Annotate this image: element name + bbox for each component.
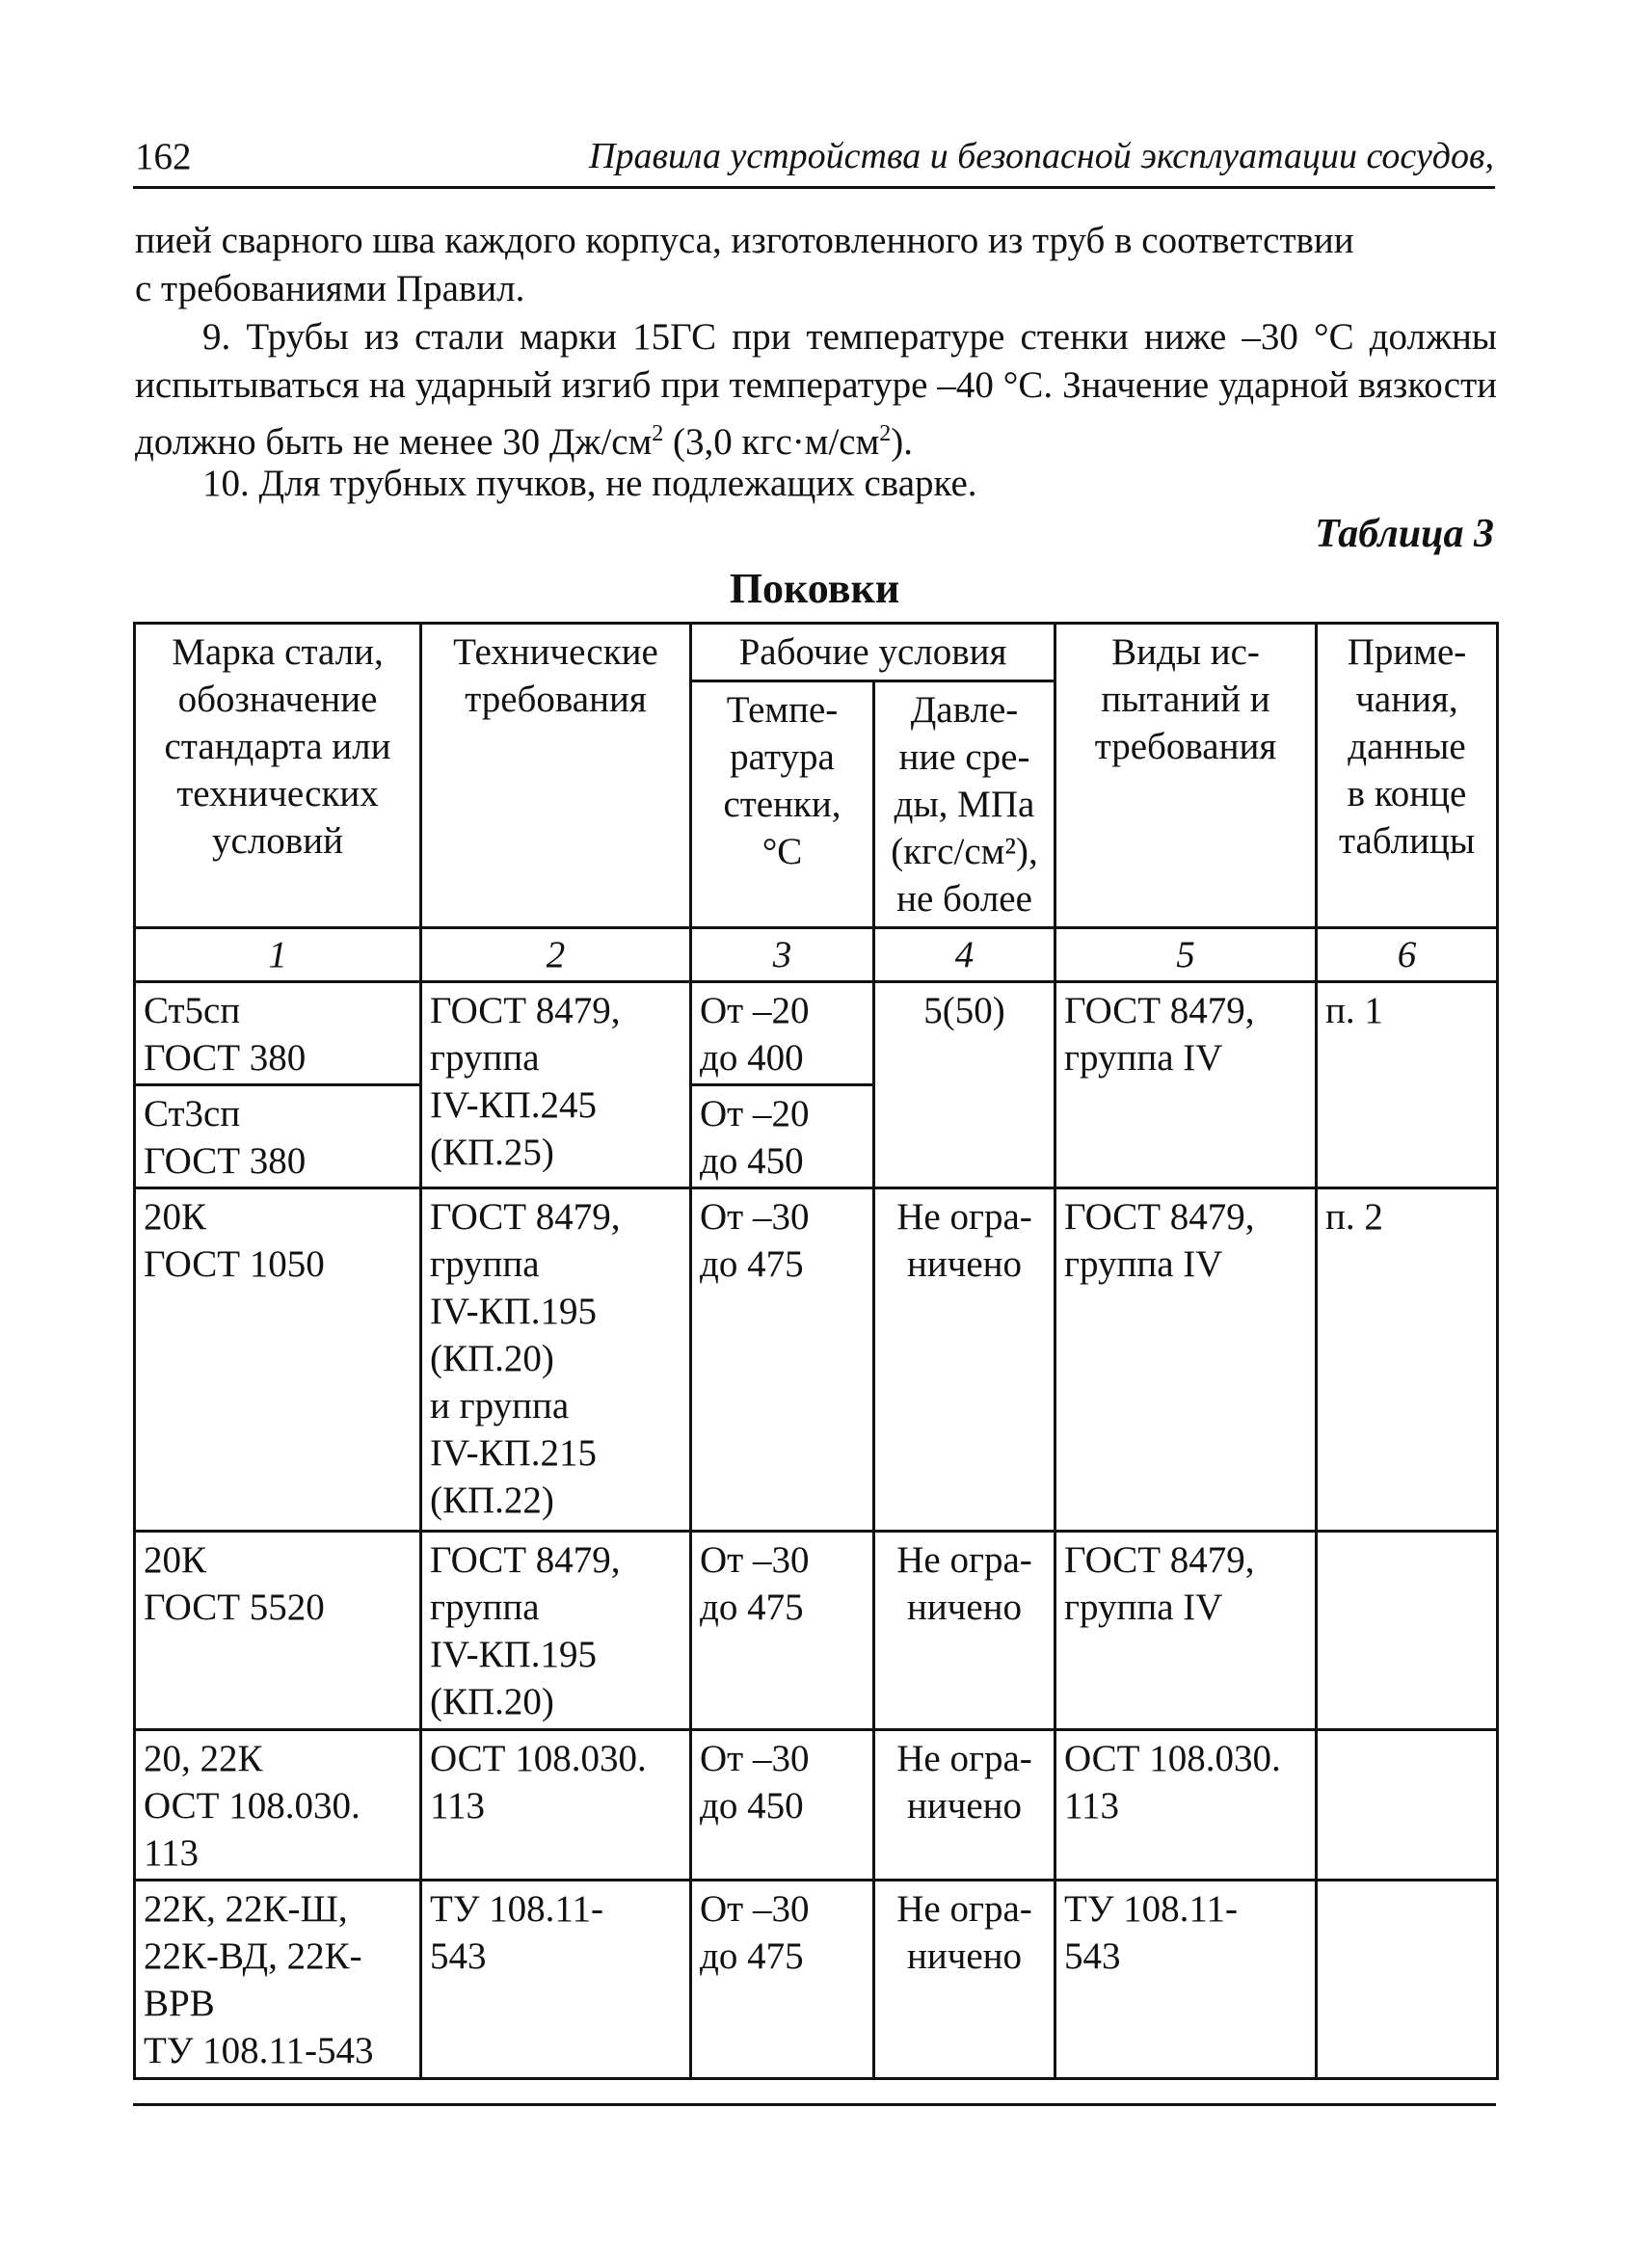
cell-pressure: Не огра- ничено bbox=[874, 1188, 1055, 1532]
cell-steel-grade: 20К ГОСТ 1050 bbox=[135, 1188, 421, 1532]
cell-temperature: От –30 до 475 bbox=[691, 1881, 874, 2079]
cell-requirements: ОСТ 108.030. 113 bbox=[421, 1730, 691, 1881]
cell-tests: ОСТ 108.030. 113 bbox=[1055, 1730, 1317, 1881]
cell-tests: ГОСТ 8479, группа IV bbox=[1055, 1188, 1317, 1532]
cell-notes bbox=[1317, 1532, 1498, 1730]
header-wall-temperature: Темпе- ратура стенки, °С bbox=[691, 681, 874, 928]
cell-pressure: Не огра- ничено bbox=[874, 1532, 1055, 1730]
text-line: с требованиями Правил. bbox=[135, 268, 525, 309]
column-number: 3 bbox=[691, 928, 874, 982]
text-line: 9. Трубы из стали марки 15ГС при температуре стенки ниже –30 °С bbox=[202, 316, 1354, 358]
header-steel-grade: Марка стали, обозначение стандарта или технических условий bbox=[135, 624, 421, 928]
table-label: Таблица 3 bbox=[1315, 512, 1494, 556]
column-number: 1 bbox=[135, 928, 421, 982]
cell-requirements: ГОСТ 8479, группа IV-КП.195 (КП.20) bbox=[421, 1532, 691, 1730]
column-number: 5 bbox=[1055, 928, 1317, 982]
table-row bbox=[135, 982, 1498, 1085]
table-title: Поковки bbox=[729, 565, 900, 612]
header-rule bbox=[133, 186, 1495, 189]
cell-pressure: Не огра- ничено bbox=[874, 1730, 1055, 1881]
page-number: 162 bbox=[135, 136, 192, 177]
paragraph-continuation bbox=[135, 217, 1497, 313]
column-number: 6 bbox=[1317, 928, 1498, 982]
cell-temperature: От –30 до 475 bbox=[691, 1532, 874, 1730]
cell-tests: ГОСТ 8479, группа IV bbox=[1055, 1532, 1317, 1730]
paragraph-item-9 bbox=[135, 313, 1497, 467]
forgings-table bbox=[133, 622, 1499, 2080]
table-row bbox=[135, 1730, 1498, 1881]
cell-notes bbox=[1317, 1881, 1498, 2079]
header-working-conditions: Рабочие условия bbox=[691, 624, 1055, 681]
table-row bbox=[135, 1188, 1498, 1532]
cell-notes bbox=[1317, 1730, 1498, 1881]
cell-notes: п. 2 bbox=[1317, 1188, 1498, 1532]
cell-temperature: От –30 до 450 bbox=[691, 1730, 874, 1881]
column-number: 2 bbox=[421, 928, 691, 982]
cell-temperature: От –30 до 475 bbox=[691, 1188, 874, 1532]
text-line: ударной вязкости должно быть не менее 30 $Дж/см^2$ (3,0 $кгс\cdot м/см^2$). bbox=[135, 364, 1497, 463]
cell-temperature: От –20 до 400 bbox=[691, 982, 874, 1085]
cell-requirements: ГОСТ 8479, группа IV-КП.245 (КП.25) bbox=[421, 982, 691, 1188]
cell-requirements: ГОСТ 8479, группа IV-КП.195 (КП.20) и группа IV-КП.215 (КП.22) bbox=[421, 1188, 691, 1532]
column-number-row bbox=[135, 928, 1498, 982]
cell-steel-grade: 22К, 22К-Ш, 22К-ВД, 22К- ВРВ ТУ 108.11-543 bbox=[135, 1881, 421, 2079]
table-row bbox=[135, 1532, 1498, 1730]
bottom-rule bbox=[133, 2103, 1496, 2106]
cell-notes: п. 1 bbox=[1317, 982, 1498, 1188]
cell-tests: ГОСТ 8479, группа IV bbox=[1055, 982, 1317, 1188]
running-header: Правила устройства и безопасной эксплуатации сосудов, bbox=[589, 136, 1494, 176]
paragraph-item-10: 10. Для трубных пучков, не подлежащих сварке. bbox=[202, 463, 977, 504]
cell-temperature: От –20 до 450 bbox=[691, 1085, 874, 1188]
cell-pressure: 5(50) bbox=[874, 982, 1055, 1188]
cell-tests: ТУ 108.11- 543 bbox=[1055, 1881, 1317, 2079]
header-pressure: Давле- ние сре- ды, МПа (кгс/см²), не более bbox=[874, 681, 1055, 928]
cell-steel-grade: Ст5сп ГОСТ 380 bbox=[135, 982, 421, 1085]
cell-pressure: Не огра- ничено bbox=[874, 1881, 1055, 2079]
header-notes: Приме- чания, данные в конце таблицы bbox=[1317, 624, 1498, 928]
table-row bbox=[135, 1881, 1498, 2079]
cell-steel-grade: 20К ГОСТ 5520 bbox=[135, 1532, 421, 1730]
cell-steel-grade: 20, 22К ОСТ 108.030. 113 bbox=[135, 1730, 421, 1881]
text-line: должны испытываться на ударный изгиб при температуре –40 °С. Значение bbox=[135, 316, 1498, 406]
column-number: 4 bbox=[874, 928, 1055, 982]
header-tests: Виды ис- пытаний и требования bbox=[1055, 624, 1317, 928]
header-technical-requirements: Технические требования bbox=[421, 624, 691, 928]
cell-steel-grade: Ст3сп ГОСТ 380 bbox=[135, 1085, 421, 1188]
cell-requirements: ТУ 108.11- 543 bbox=[421, 1881, 691, 2079]
text-line: пией сварного шва каждого корпуса, изготовленного из труб в соответствии bbox=[135, 220, 1354, 261]
